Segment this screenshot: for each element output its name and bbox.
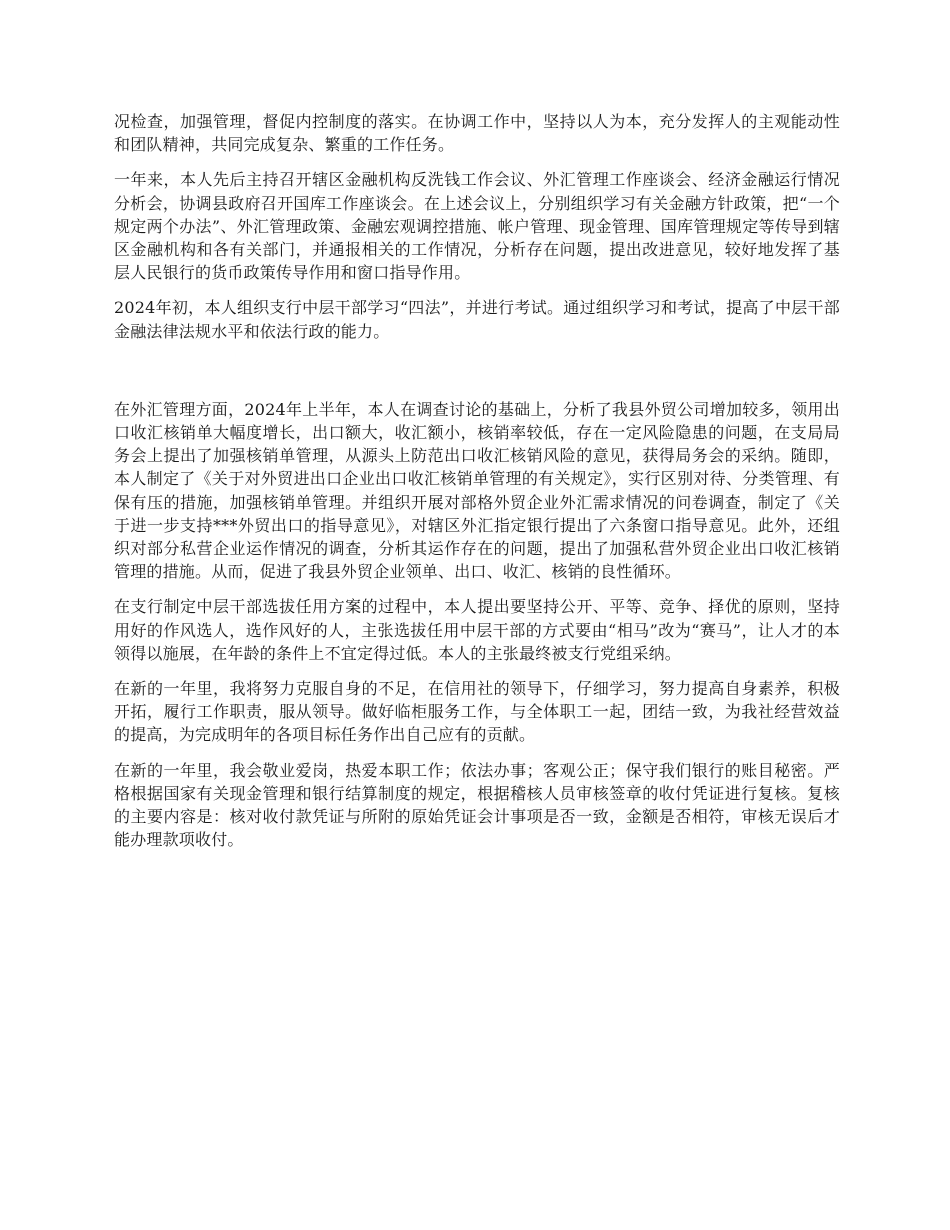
paragraph: 况检查，加强管理，督促内控制度的落实。在协调工作中，坚持以人为本，充分发挥人的主观能动性和团队精神，共同完成复杂、繁重的工作任务。: [114, 112, 840, 155]
paragraph: 在新的一年里，我会敬业爱岗，热爱本职工作；依法办事；客观公正；保守我们银行的账目秘密。严格根据国家有关现金管理和银行结算制度的规定，根据稽核人员审核签章的收付凭证进行复核。复核的主要内容是：核对收付款凭证与所附的原始凭证会计事项是否一致，金额是否相符，审核无误后才能办理款项收付。: [114, 760, 840, 850]
document-body: [114, 110, 840, 863]
paragraph: 一年来，本人先后主持召开辖区金融机构反洗钱工作会议、外汇管理工作座谈会、经济金融运行情况分析会，协调县政府召开国库工作座谈会。在上述会议上，分别组织学习有关金融方针政策，把“一个规定两个办法”、外汇管理政策、金融宏观调控措施、帐户管理、现金管理、国库管理规定等传导到辖区金融机构和各有关部门，并通报相关的工作情况，分析存在问题，提出改进意见，较好地发挥了基层人民银行的货币政策传导作用和窗口指导作用。: [114, 170, 840, 283]
paragraph: 在支行制定中层干部选拔任用方案的过程中，本人提出要坚持公开、平等、竞争、择优的原则，坚持用好的作风选人，选作风好的人，主张选拔任用中层干部的方式要由“相马”改为“赛马”，让人才的本领得以施展，在年龄的条件上不宜定得过低。本人的主张最终被支行党组采纳。: [114, 597, 840, 663]
paragraph: 2024年初，本人组织支行中层干部学习“四法”，并进行考试。通过组织学习和考试，提高了中层干部金融法律法规水平和依法行政的能力。: [114, 298, 840, 341]
paragraph: 在新的一年里，我将努力克服自身的不足，在信用社的领导下，仔细学习，努力提高自身素养，积极开拓，履行工作职责，服从领导。做好临柜服务工作，与全体职工一起，团结一致，为我社经营效益的提高，为完成明年的各项目标任务作出自己应有的贡献。: [114, 679, 840, 745]
section-spacer: [114, 355, 840, 398]
paragraph: 在外汇管理方面，2024年上半年，本人在调查讨论的基础上，分析了我县外贸公司增加较多，领用出口收汇核销单大幅度增长，出口额大，收汇额小，核销率较低，存在一定风险隐患的问题，在支局局务会上提出了加强核销单管理，从源头上防范出口收汇核销风险的意见，获得局务会的采纳。随即，本人制定了《关于对外贸进出口企业出口收汇核销单管理的有关规定》，实行区别对待、分类管理、有保有压的措施，加强核销单管理。并组织开展对部格外贸企业外汇需求情况的问卷调查，制定了《关于进一步支持***外贸出口的指导意见》，对辖区外汇指定银行提出了六条窗口指导意见。此外，还组织对部分私营企业运作情况的调查，分析其运作存在的问题，提出了加强私营外贸企业出口收汇核销管理的措施。从而，促进了我县外贸企业领单、出口、收汇、核销的良性循环。: [114, 399, 840, 582]
